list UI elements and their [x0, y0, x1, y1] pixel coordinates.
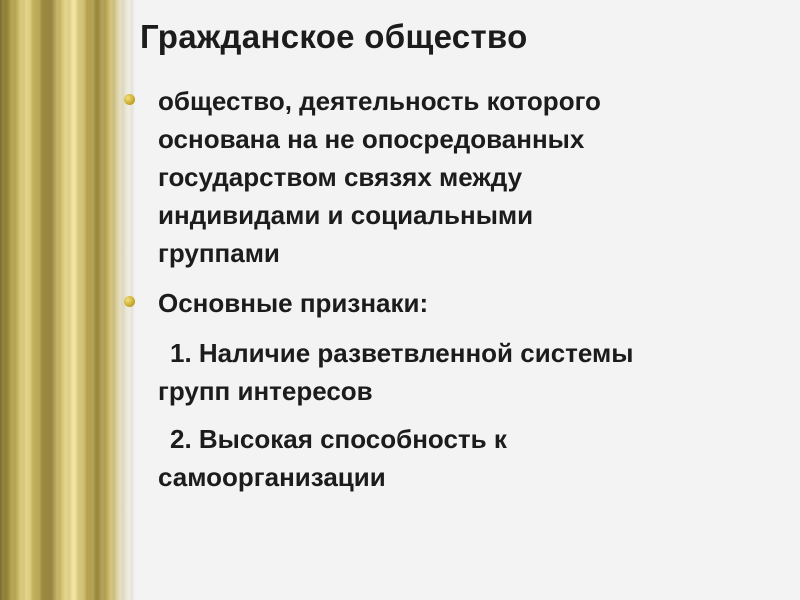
- text-line: 2. Высокая способность к: [170, 424, 507, 454]
- text-line: общество, деятельность которого: [158, 86, 601, 116]
- slide-content: [124, 82, 774, 506]
- gold-dot-bullet-icon: [124, 94, 135, 105]
- text-line: 1. Наличие разветвленной системы: [170, 338, 634, 368]
- text-line: Основные признаки:: [158, 288, 429, 318]
- text-line: индивидами и социальными: [158, 200, 534, 230]
- text-line: основана на не опосредованных: [158, 124, 585, 154]
- bullet-text: [158, 82, 774, 272]
- bullet-main-features: [124, 284, 774, 322]
- bullet-text: [158, 284, 774, 322]
- feature-item-1: [124, 334, 774, 410]
- decorative-gold-stripe: [0, 0, 135, 600]
- gold-dot-bullet-icon: [124, 296, 135, 307]
- text-line: самоорганизации: [158, 462, 386, 492]
- text-line: государством связях между: [158, 162, 523, 192]
- feature-text: [158, 334, 774, 410]
- feature-item-2: [124, 420, 774, 496]
- feature-text: [158, 420, 774, 496]
- bullet-definition: [124, 82, 774, 272]
- text-line: группами: [158, 238, 280, 268]
- text-line: групп интересов: [158, 376, 373, 406]
- slide-title: Гражданское общество: [140, 18, 528, 55]
